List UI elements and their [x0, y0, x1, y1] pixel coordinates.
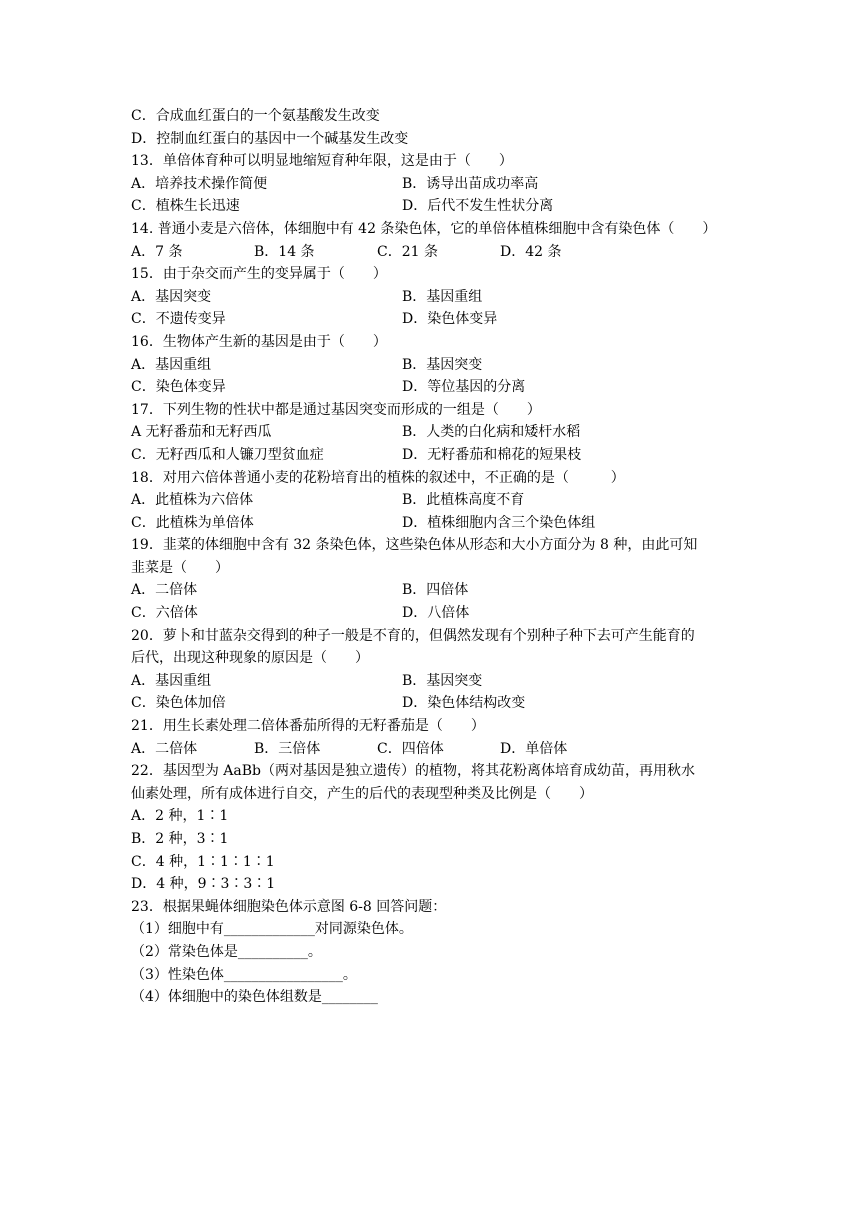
text-line: 仙素处理，所有成体进行自交，产生的后代的表现型种类及比例是（ ）	[131, 785, 593, 802]
option-row	[131, 579, 741, 602]
answer-option: B．四倍体	[402, 582, 469, 599]
text-line: 21．用生长素处理二倍体番茄所得的无籽番茄是（ ）	[131, 718, 485, 735]
option-row	[131, 602, 741, 625]
answer-option: C．染色体加倍	[131, 695, 226, 712]
text-line: 16．生物体产生新的基因是由于（ ）	[131, 333, 387, 350]
text-line: 后代，出现这种现象的原因是（ ）	[131, 650, 369, 667]
option-row	[131, 354, 741, 377]
text-line: 韭菜是（ ）	[131, 559, 229, 576]
answer-option: A．基因突变	[131, 288, 212, 305]
answer-option: B．人类的白化病和矮杆水稻	[402, 424, 581, 441]
text-line: （1）细胞中有_____________对同源染色体。	[131, 921, 413, 938]
answer-option: A．二倍体	[131, 582, 198, 599]
text-line: 18．对用六倍体普通小麦的花粉培育出的植株的叙述中，不正确的是（ ）	[131, 469, 625, 486]
answer-option: D．染色体结构改变	[402, 695, 526, 712]
option-row	[131, 195, 741, 218]
answer-option: C．植株生长迅速	[131, 198, 240, 215]
answer-option: D．42 条	[500, 243, 562, 260]
answer-option: B．基因重组	[402, 288, 483, 305]
text-line: 22．基因型为 AaBb（两对基因是独立遗传）的植物，将其花粉离体培育成幼苗，再用秋水	[131, 763, 695, 780]
answer-option: A．二倍体	[131, 740, 198, 757]
answer-option: B．此植株高度不育	[402, 492, 525, 509]
text-line: （4）体细胞中的染色体组数是________	[131, 989, 378, 1006]
answer-option: D．后代不发生性状分离	[402, 198, 554, 215]
text-line: 20．萝卜和甘蓝杂交得到的种子一般是不育的，但偶然发现有个别种子种下去可产生能育的	[131, 627, 695, 644]
text-line: 17．下列生物的性状中都是通过基因突变而形成的一组是（ ）	[131, 401, 541, 418]
answer-option: B．基因突变	[402, 672, 483, 689]
answer-option: D．单倍体	[500, 740, 568, 757]
text-line: 15．由于杂交而产生的变异属于（ ）	[131, 266, 387, 283]
answer-option: D．染色体变异	[402, 311, 498, 328]
answer-option: A．7 条	[131, 243, 183, 260]
answer-option: A．基因重组	[131, 672, 212, 689]
text-line: B．2 种，3∶1	[131, 831, 229, 847]
text-line: D．控制血红蛋白的基因中一个碱基发生改变	[131, 130, 409, 147]
answer-option: C．染色体变异	[131, 379, 226, 396]
text-line: A．2 种，1∶1	[131, 808, 229, 825]
option-row	[131, 512, 741, 535]
answer-option: A．培养技术操作简便	[131, 175, 268, 192]
answer-option: B．14 条	[254, 243, 315, 260]
answer-option: B．诱导出苗成功率高	[402, 175, 539, 192]
option-row	[131, 241, 741, 264]
option-row	[131, 738, 741, 761]
text-line: C．4 种，1∶1∶1∶1	[131, 853, 275, 870]
text-line: （3）性染色体_________________。	[131, 966, 357, 983]
answer-option: C．六倍体	[131, 605, 198, 622]
text-line: C．合成血红蛋白的一个氨基酸发生改变	[131, 108, 380, 124]
question-text-block	[131, 105, 741, 1009]
answer-option: D．八倍体	[402, 605, 470, 622]
text-line: 23．根据果蝇体细胞染色体示意图 6-8 回答问题：	[131, 898, 447, 915]
text-line: （2）常染色体是__________。	[131, 943, 322, 960]
text-line: 13．单倍体育种可以明显地缩短育种年限，这是由于（ ）	[131, 153, 513, 170]
option-row	[131, 444, 741, 467]
answer-option: B．三倍体	[254, 740, 321, 757]
answer-option: A．基因重组	[131, 356, 212, 373]
answer-option: C．此植株为单倍体	[131, 514, 254, 531]
option-row	[131, 670, 741, 693]
answer-option: D．等位基因的分离	[402, 379, 526, 396]
text-line: 14. 普通小麦是六倍体，体细胞中有 42 条染色体，它的单倍体植株细胞中含有染色体（ ）	[131, 220, 717, 237]
answer-option: A 无籽番茄和无籽西瓜	[131, 424, 272, 441]
answer-option: D．植株细胞内含三个染色体组	[402, 514, 596, 531]
answer-option: C．不遗传变异	[131, 311, 226, 328]
option-row	[131, 286, 741, 309]
answer-option: A．此植株为六倍体	[131, 492, 254, 509]
answer-option: B．基因突变	[402, 356, 483, 373]
answer-option: C．无籽西瓜和人镰刀型贫血症	[131, 446, 324, 463]
answer-option: C．21 条	[377, 243, 438, 260]
option-row	[131, 489, 741, 512]
text-line: D．4 种，9∶3∶3∶1	[131, 876, 276, 893]
option-row	[131, 173, 741, 196]
option-row	[131, 692, 741, 715]
option-row	[131, 308, 741, 331]
text-line: 19．韭菜的体细胞中含有 32 条染色体，这些染色体从形态和大小方面分为 8 种，由此可知	[131, 537, 698, 554]
option-row	[131, 421, 741, 444]
answer-option: C．四倍体	[377, 740, 444, 757]
answer-option: D．无籽番茄和棉花的短果枝	[402, 446, 582, 463]
option-row	[131, 376, 741, 399]
